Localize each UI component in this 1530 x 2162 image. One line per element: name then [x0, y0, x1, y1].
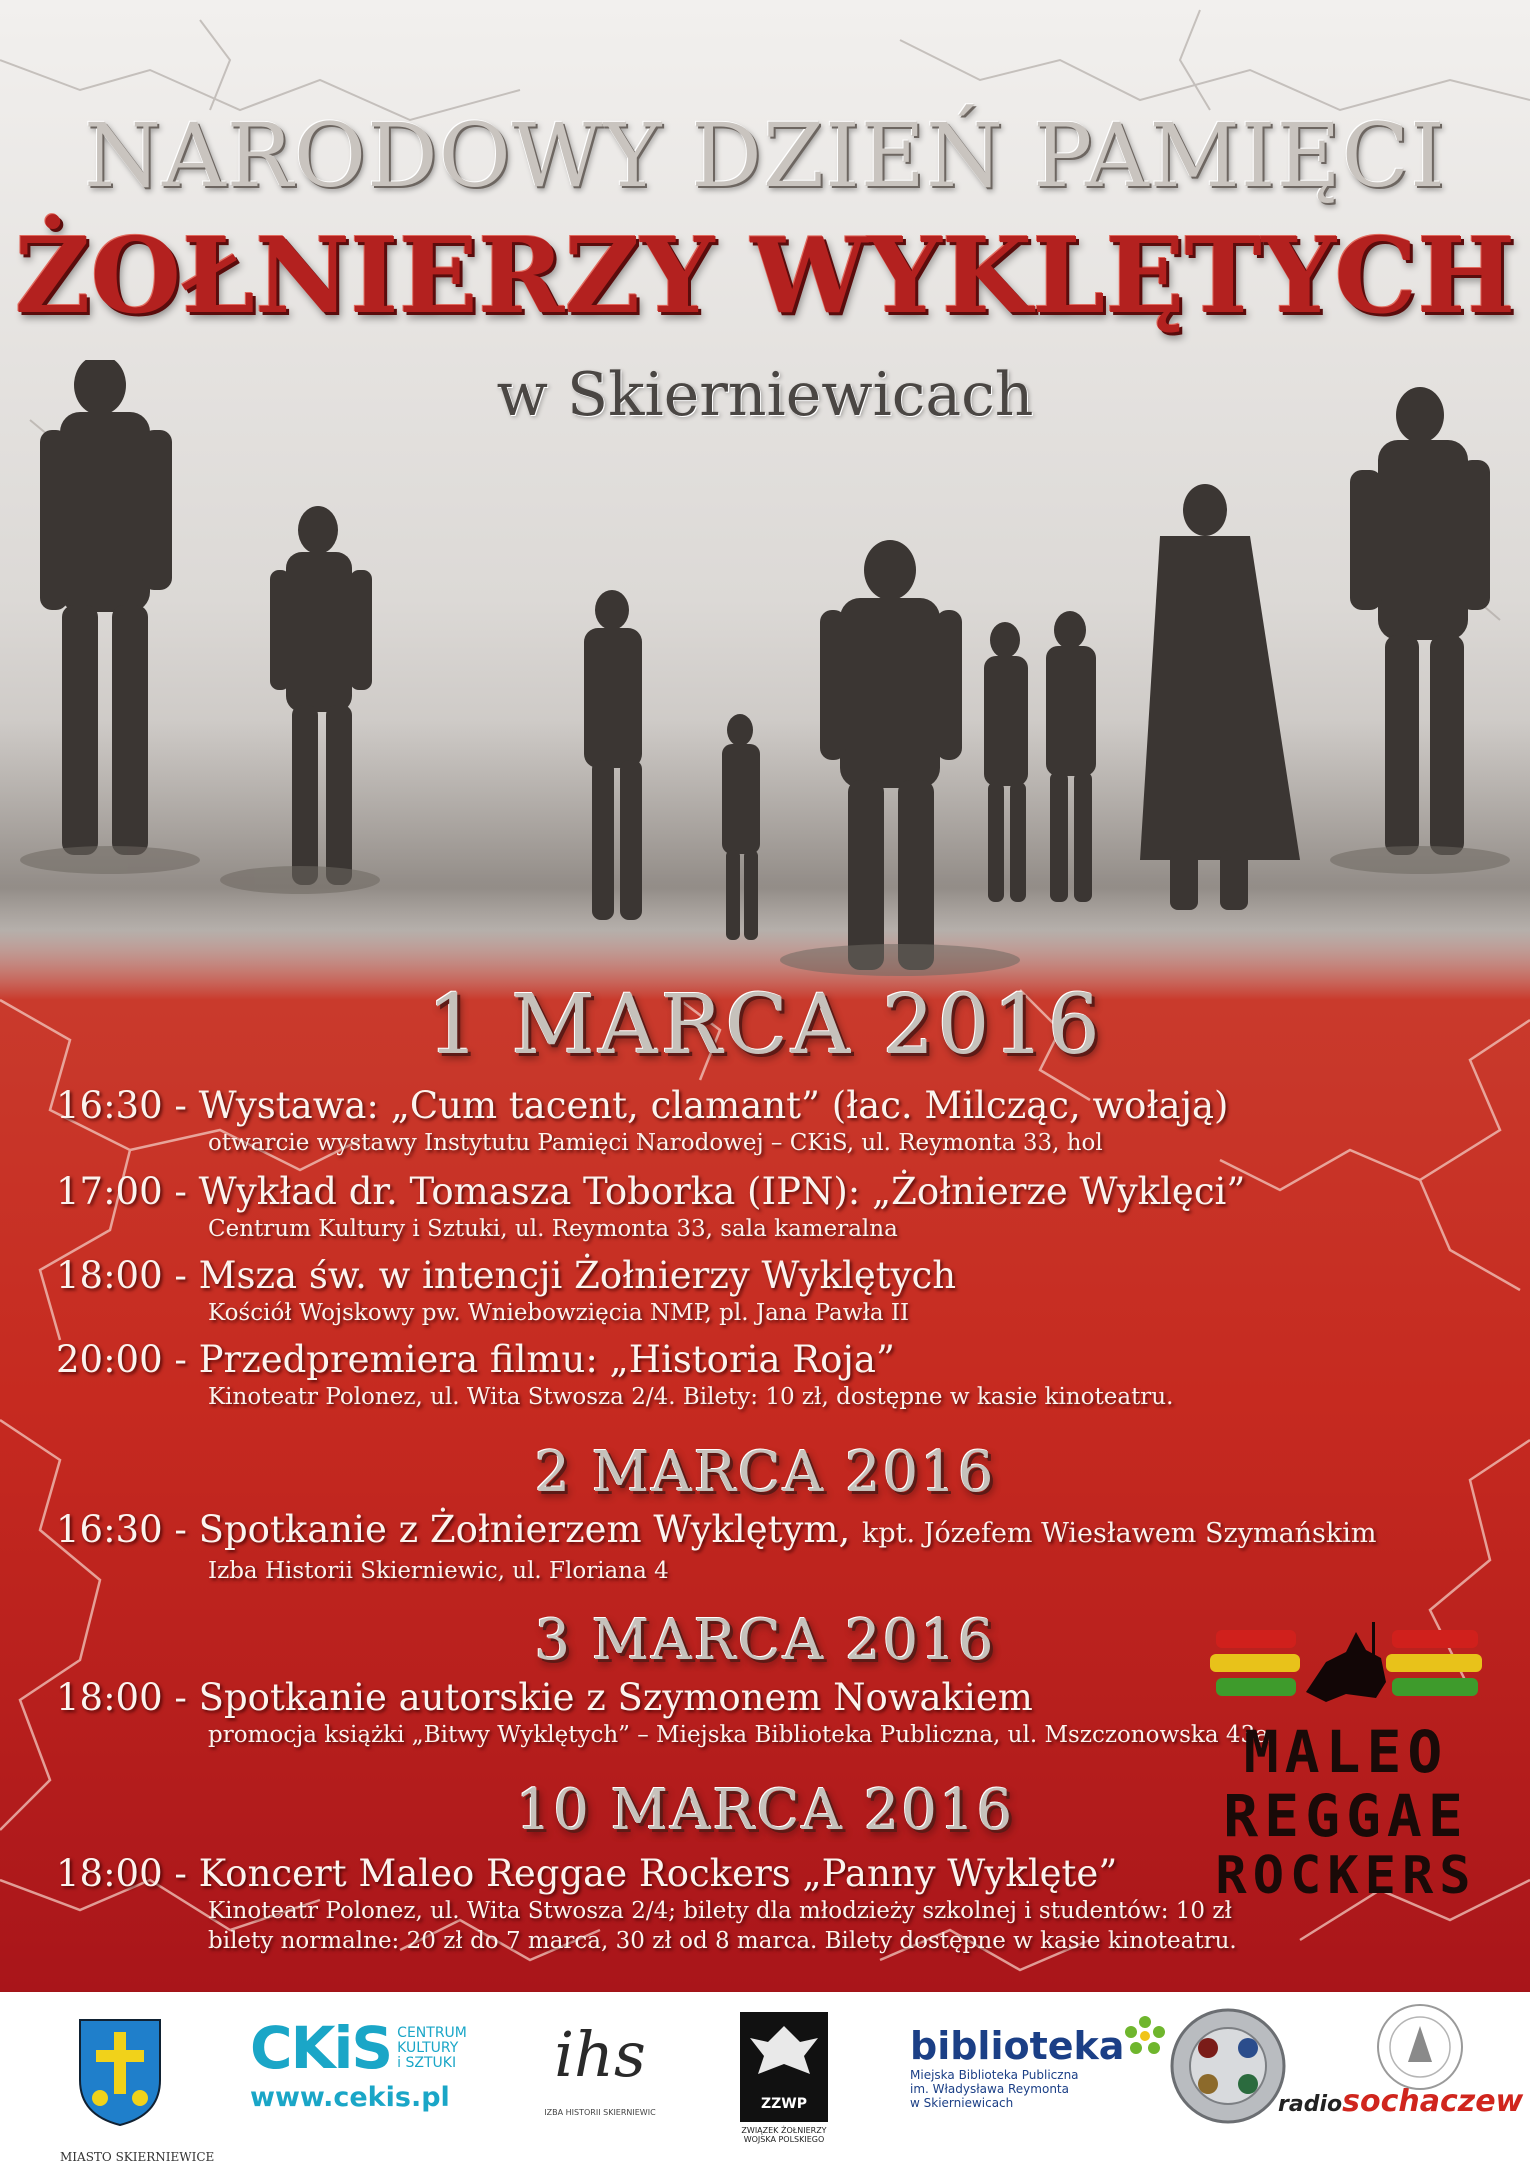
ihs-logo [530, 2020, 670, 2117]
zzwp-label-2: WOJSKA POLSKIEGO [743, 2135, 825, 2144]
association-logo [1360, 2002, 1480, 2096]
event-item [56, 1338, 1496, 1412]
event-location: Kościół Wojskowy pw. Wniebowzięcia NMP, pl. Jana Pawła II [208, 1300, 910, 1326]
event-item [56, 1170, 1496, 1244]
event-title: 16:30 - Wystawa: „Cum tacent, clamant” (łac. Milcząc, wołają) [56, 1084, 1229, 1127]
ckis-wordmark: CKiS [250, 2014, 392, 2082]
event-location: Centrum Kultury i Sztuki, ul. Reymonta 33, sala kameralna [208, 1216, 898, 1242]
association-seal-icon [1360, 2002, 1480, 2092]
biblioteka-line-3: w Skierniewicach [910, 2096, 1014, 2110]
ihs-label: IZBA HISTORII SKIERNIEWIC [544, 2108, 656, 2117]
event-location: otwarcie wystawy Instytutu Pamięci Narodowej – CKiS, ul. Reymonta 33, hol [208, 1130, 1103, 1156]
radio-prefix: radio [1278, 2092, 1343, 2117]
soldiers-photo [0, 360, 1530, 1000]
ckis-line-3: i SZTUKI [397, 2054, 457, 2071]
event-title: 20:00 - Przedpremiera filmu: „Historia Roja” [56, 1338, 895, 1381]
biblioteka-logo [910, 2024, 1170, 2110]
event-title-main: 16:30 - Spotkanie z Żołnierzem Wyklętym, [56, 1508, 851, 1551]
event-location: Izba Historii Skierniewic, ul. Floriana 4 [208, 1558, 669, 1584]
ckis-logo [250, 2014, 467, 2113]
event-title: 18:00 - Koncert Maleo Reggae Rockers „Panny Wyklęte” [56, 1852, 1118, 1895]
date-heading-1: 1 MARCA 2016 [427, 978, 1103, 1073]
flower-icon [1120, 2012, 1170, 2062]
date-heading-3: 3 MARCA 2016 [534, 1608, 996, 1673]
biblioteka-wordmark: biblioteka [910, 2024, 1125, 2068]
event-title: 18:00 - Msza św. w intencji Żołnierzy Wyklętych [56, 1254, 957, 1297]
band-logo [1196, 1622, 1496, 1912]
lion-flag-icon [1196, 1622, 1496, 1722]
zzwp-label-1: ZWIĄZEK ŻOŁNIERZY [741, 2126, 827, 2135]
event-item [56, 1084, 1496, 1158]
event-title-guest: kpt. Józefem Wiesławem Szymańskim [862, 1518, 1377, 1549]
title-line-3: w Skierniewicach [496, 360, 1034, 430]
date-heading-4: 10 MARCA 2016 [515, 1778, 1015, 1843]
event-title [56, 1508, 1496, 1556]
ihs-wordmark: ihs [554, 2018, 646, 2091]
medal-logo [1168, 2006, 1288, 2130]
event-title: 18:00 - Spotkanie autorskie z Szymonem Nowakiem [56, 1676, 1033, 1719]
band-logo-line-1: MALEO [1243, 1718, 1449, 1786]
event-location: Kinoteatr Polonez, ul. Wita Stwosza 2/4. Bilety: 10 zł, dostępne w kasie kinoteatru. [208, 1384, 1174, 1410]
event-item [56, 1254, 1496, 1328]
biblioteka-line-2: im. Władysława Reymonta [910, 2082, 1069, 2096]
event-location: Kinoteatr Polonez, ul. Wita Stwosza 2/4; bilety dla młodzieży szkolnej i studentów: 10 zł [208, 1898, 1232, 1924]
event-title: 17:00 - Wykład dr. Tomasza Toborka (IPN): „Żołnierze Wyklęci” [56, 1170, 1246, 1213]
band-logo-line-3: ROCKERS [1215, 1846, 1477, 1906]
radio-wordmark: sochaczew [1342, 2084, 1524, 2119]
ckis-line-1: CENTRUM [397, 2024, 467, 2041]
zzwp-logo [740, 2012, 828, 2144]
event-location: promocja książki „Bitwy Wyklętych” – Miejska Biblioteka Publiczna, ul. Mszczonowska 43a [208, 1722, 1269, 1748]
miasto-label: MIASTO SKIERNIEWICE [60, 2150, 215, 2162]
miasto-logo [60, 2010, 215, 2162]
medal-emblem-icon [1168, 2006, 1288, 2126]
svg-text:ZZWP: ZZWP [760, 2096, 808, 2112]
ckis-url: www.cekis.pl [250, 2082, 450, 2113]
sponsor-footer [0, 1992, 1530, 2162]
eagle-emblem-icon [740, 2012, 828, 2122]
event-item [56, 1508, 1496, 1586]
band-logo-line-2: REGGAE [1223, 1782, 1469, 1850]
biblioteka-line-1: Miejska Biblioteka Publiczna [910, 2068, 1079, 2082]
event-tickets: bilety normalne: 20 zł do 7 marca, 30 zł od 8 marca. Bilety dostępne w kasie kinoteatru. [208, 1928, 1237, 1954]
city-crest-icon [70, 2010, 170, 2130]
date-heading-2: 2 MARCA 2016 [534, 1440, 996, 1505]
title-line-2: ŻOŁNIERZY WYKLĘTYCH [14, 214, 1516, 337]
title-line-1: NARODOWY DZIEŃ PAMIĘCI [84, 104, 1446, 207]
ckis-line-2: KULTURY [397, 2039, 459, 2056]
